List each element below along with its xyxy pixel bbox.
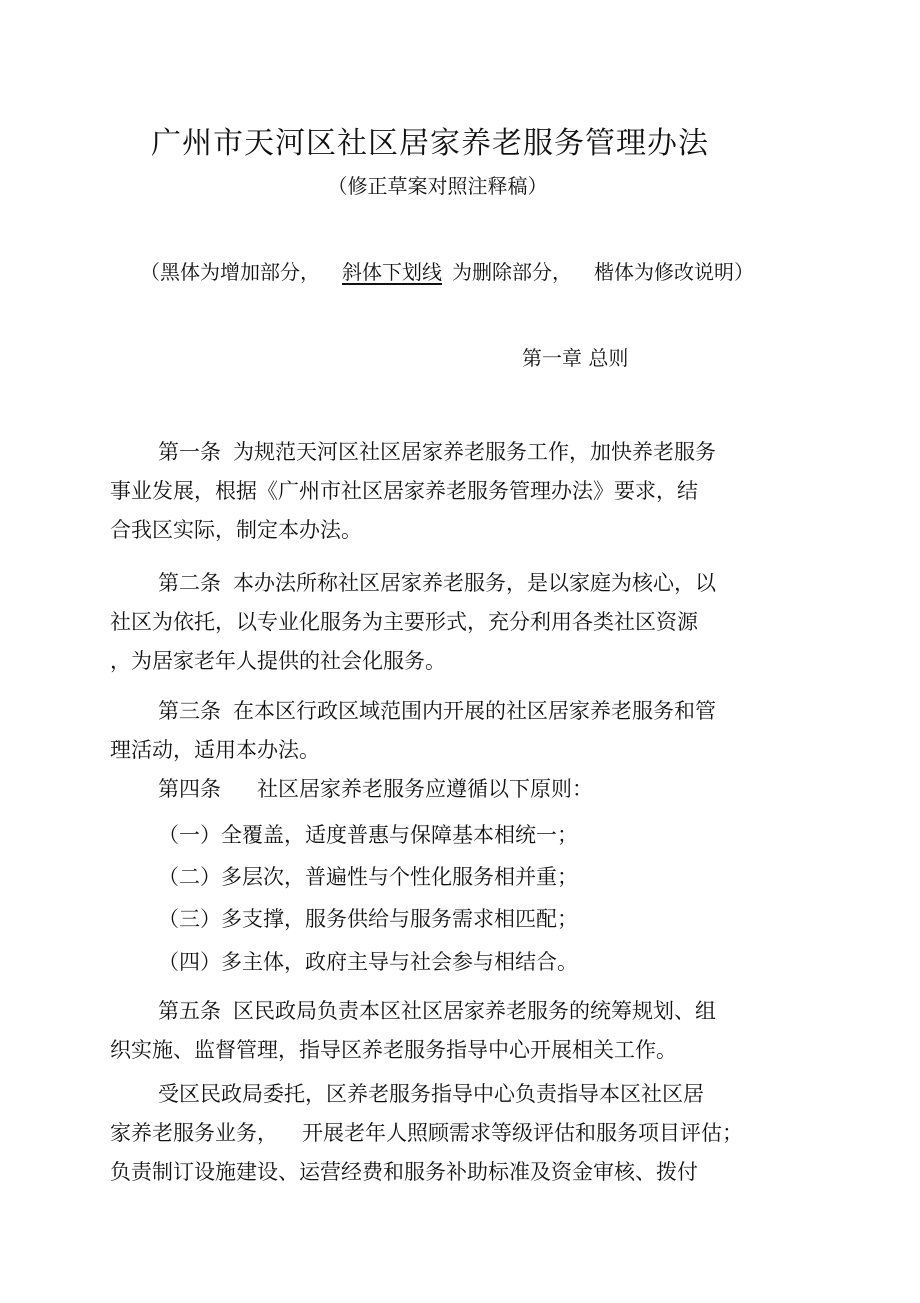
article-4 [110,770,760,809]
article-1-line-3: 合我区实际，制定本办法。 [110,518,362,542]
article-5-line-2: 织实施、监督管理，指导区养老服务指导中心开展相关工作。 [110,1038,677,1062]
document-subtitle: （修正草案对照注释稿） [327,174,548,198]
document-title: 广州市天河区社区居家养老服务管理办法 [151,126,709,161]
article-2 [110,564,760,681]
article-2-line-2: 社区为依托，以专业化服务为主要形式，充分利用各类社区资源 [110,610,698,634]
article-5-line-1: 区民政局负责本区社区居家养老服务的统筹规划、组 [233,999,716,1023]
article-5 [110,992,760,1070]
chapter-heading: 第一章 总则 [522,346,629,370]
article-4-item-4: （四）多主体，政府主导与社会参与相结合。 [158,950,578,974]
article-3-line-1: 在本区行政区域范围内开展的社区居家养老服务和管 [233,699,716,723]
article-4-label: 第四条 [158,777,221,801]
legend-kai-note: 楷体为修改说明） [594,260,754,284]
article-1-line-1: 为规范天河区社区居家养老服务工作，加快养老服务 [233,440,716,464]
article-1-label: 第一条 [158,440,221,464]
article-4-text: 社区居家养老服务应遵循以下原则： [257,777,593,801]
article-5-continuation [110,1075,760,1192]
article-1 [110,433,760,550]
article-5-cont-line-1: 受区民政局委托，区养老服务指导中心负责指导本区社区居 [158,1082,704,1106]
article-3-line-2: 理活动，适用本办法。 [110,738,320,762]
article-5-label: 第五条 [158,999,221,1023]
article-2-label: 第二条 [158,571,221,595]
article-2-line-3: ，为居家老年人提供的社会化服务。 [110,649,446,673]
article-5-cont-line-3: 负责制订设施建设、运营经费和服务补助标准及资金审核、拨付 [110,1160,698,1184]
article-4-item-3: （三）多支撑，服务供给与服务需求相匹配； [158,907,578,931]
legend-underline-sample: 斜体下划线 [342,260,442,284]
article-4-item-1: （一）全覆盖，适度普惠与保障基本相统一； [158,823,578,847]
article-3 [110,692,760,770]
article-5-cont-line-2b: 开展老年人照顾需求等级评估和服务项目评估； [302,1121,743,1145]
article-3-label: 第三条 [158,699,221,723]
legend-delete-note: 为删除部分， [452,260,572,284]
article-4-item-2: （二）多层次，普遍性与个性化服务相并重； [158,865,578,889]
article-5-cont-line-2a: 家养老服务业务， [110,1121,278,1145]
article-2-line-1: 本办法所称社区居家养老服务，是以家庭为核心，以 [233,571,716,595]
article-1-line-2: 事业发展，根据《广州市社区居家养老服务管理办法》要求，结 [110,479,698,503]
legend-bold-note: （黑体为增加部分， [140,260,320,284]
format-legend [140,256,754,285]
